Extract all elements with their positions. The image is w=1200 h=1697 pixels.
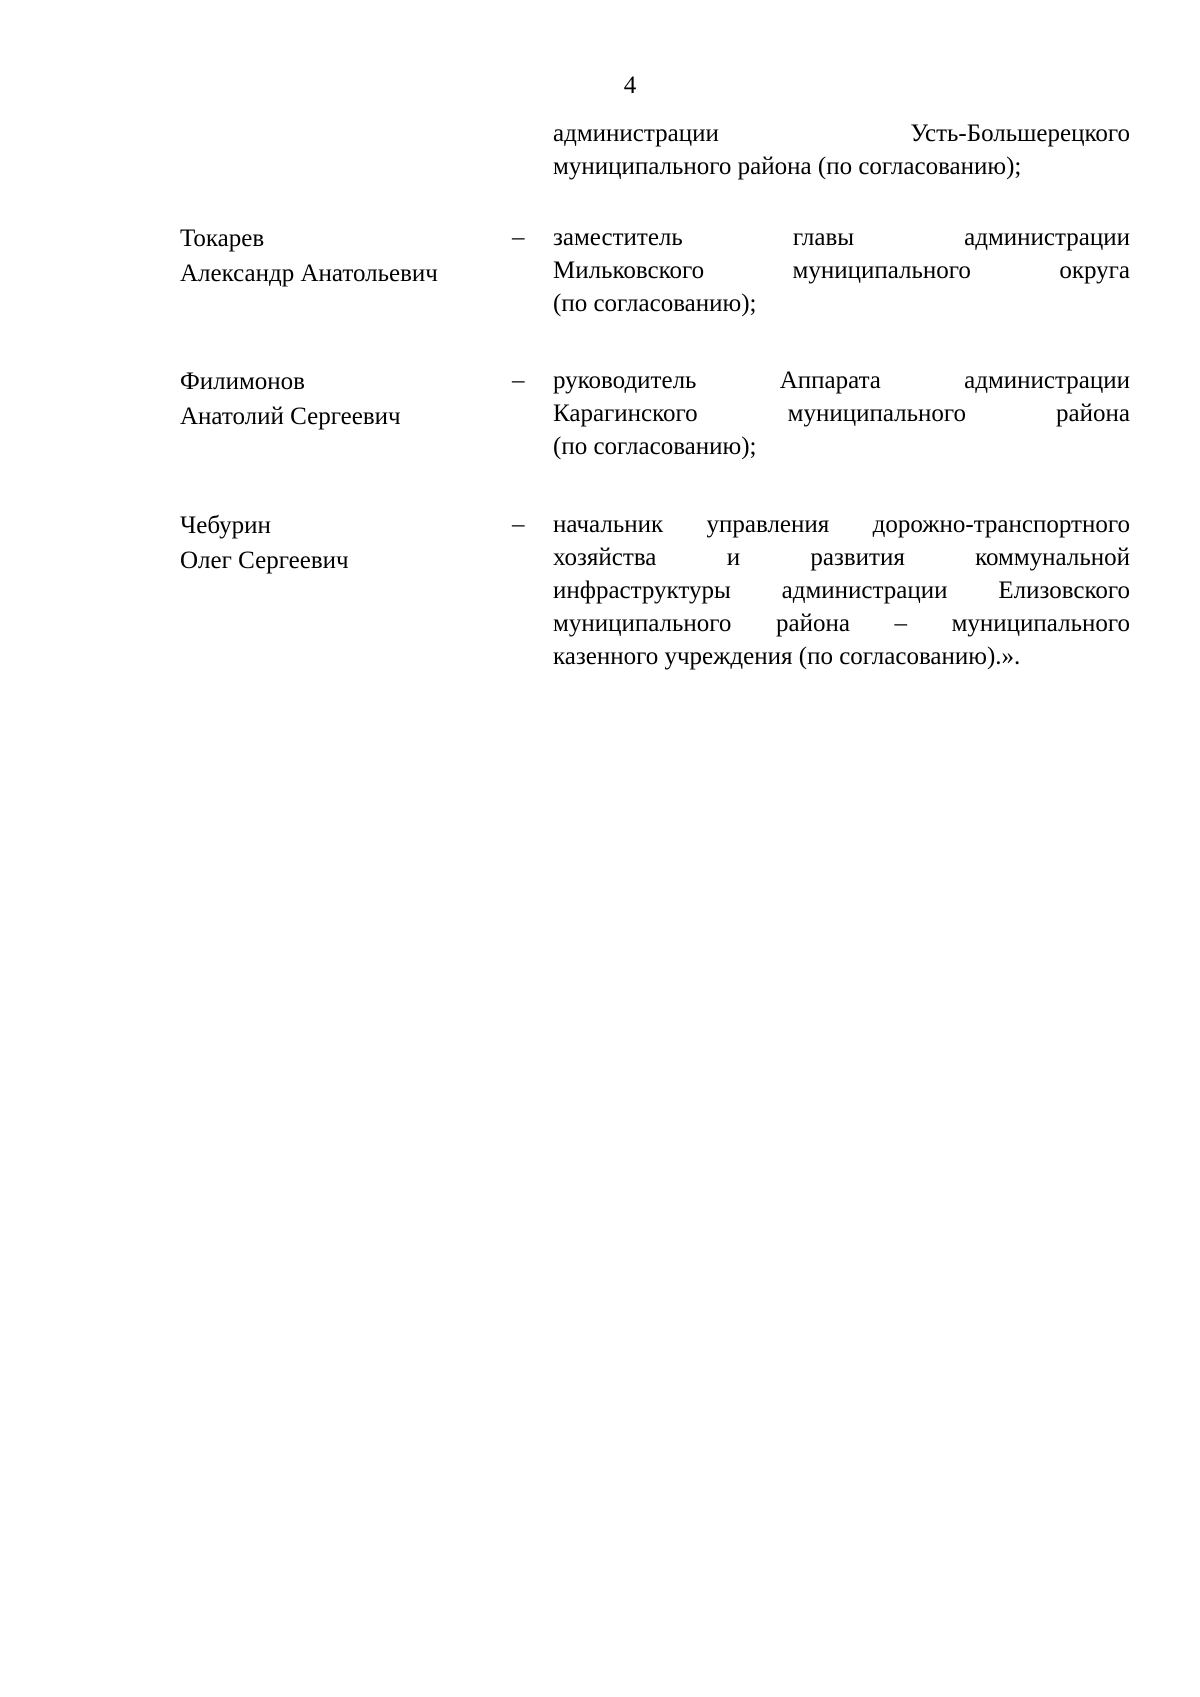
member-surname: Токарев xyxy=(180,225,265,252)
member-name xyxy=(180,508,510,578)
member-surname: Филимонов xyxy=(180,368,305,395)
position-line: руководитель Аппарата администрации xyxy=(553,367,1130,394)
position-line: заместитель главы администрации xyxy=(553,224,1130,251)
page-number: 4 xyxy=(623,72,637,99)
position-line: Мильковского муниципального округа xyxy=(553,257,1130,284)
position-line: казенного учреждения (по согласованию).». xyxy=(553,643,1021,670)
member-given-names: Анатолий Сергеевич xyxy=(180,403,401,430)
member-position xyxy=(553,508,1130,673)
entry-dash: – xyxy=(512,224,525,251)
position-line: муниципального района – муниципального xyxy=(553,610,1130,637)
continuation-line: администрации Усть-Большерецкого xyxy=(553,120,1130,147)
member-position xyxy=(553,221,1130,320)
entry-dash: – xyxy=(512,511,525,538)
continuation-line: муниципального района (по согласованию); xyxy=(553,153,1022,180)
member-surname: Чебурин xyxy=(180,512,271,539)
entry-dash: – xyxy=(512,367,525,394)
member-given-names: Александр Анатольевич xyxy=(180,260,438,287)
member-position xyxy=(553,364,1130,463)
position-line: начальник управления дорожно-транспортного xyxy=(553,511,1130,538)
continuation-text xyxy=(553,117,1130,183)
member-given-names: Олег Сергеевич xyxy=(180,547,349,574)
member-name xyxy=(180,221,510,291)
position-line: (по согласованию); xyxy=(553,290,757,317)
position-line: Карагинского муниципального района xyxy=(553,400,1130,427)
member-name xyxy=(180,364,510,434)
position-line: (по согласованию); xyxy=(553,433,757,460)
position-line: хозяйства и развития коммунальной xyxy=(553,544,1130,571)
position-line: инфраструктуры администрации Елизовского xyxy=(553,577,1130,604)
